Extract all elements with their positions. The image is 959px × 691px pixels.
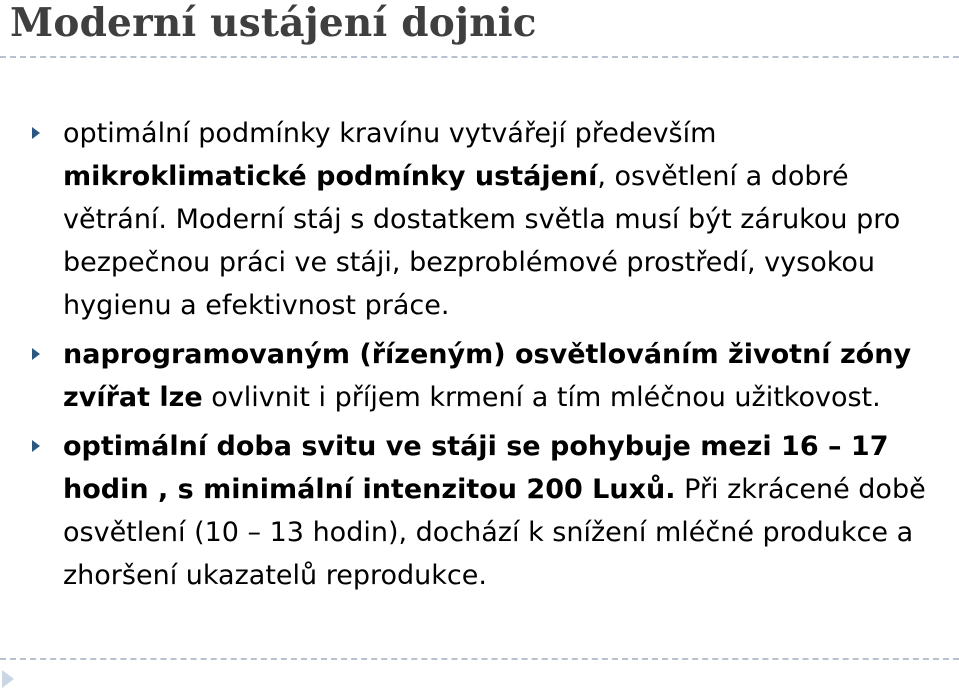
title-divider — [0, 56, 959, 58]
bullet-segment: , osvětlení a dobré větrání. Moderní stáj s dostatkem světla musí být zárukou pro bezpečnou práci ve stáji, bezproblémové prostředí, vysokou hygienu a efektivnost práce. — [63, 161, 901, 321]
bullet-text — [63, 339, 911, 413]
slide-title: Moderní ustájení dojnic — [10, 0, 537, 46]
triangle-bullet-icon — [32, 348, 40, 360]
bullet-segment: ovlivnit i příjem krmení a tím mléčnou užitkovost. — [202, 382, 881, 413]
bullet-text — [63, 431, 926, 591]
bullet-item — [0, 333, 959, 419]
bullet-segment-bold: optimální doba svitu ve stáji se pohybuje mezi 16 – 17 hodin , s minimální intenzitou 200 Luxů. — [63, 431, 889, 505]
bullet-text — [63, 118, 900, 321]
bullet-item — [0, 112, 959, 327]
bullet-segment-bold: mikroklimatické podmínky ustájení — [63, 161, 598, 192]
triangle-bullet-icon — [32, 440, 40, 452]
bullet-item — [0, 425, 959, 597]
bullet-segment-bold: naprogramovaným (řízeným) osvětlováním životní zóny zvířat lze — [63, 339, 912, 413]
triangle-bullet-icon — [32, 127, 40, 139]
bullet-list — [0, 112, 959, 603]
bullet-segment: optimální podmínky kravínu vytvářejí především — [63, 118, 717, 149]
footer-divider — [0, 658, 959, 660]
corner-triangle-icon — [2, 670, 14, 688]
bullet-segment: Při zkrácené době osvětlení (10 – 13 hodin), dochází k snížení mléčné produkce a zhoršení ukazatelů reprodukce. — [63, 474, 926, 591]
